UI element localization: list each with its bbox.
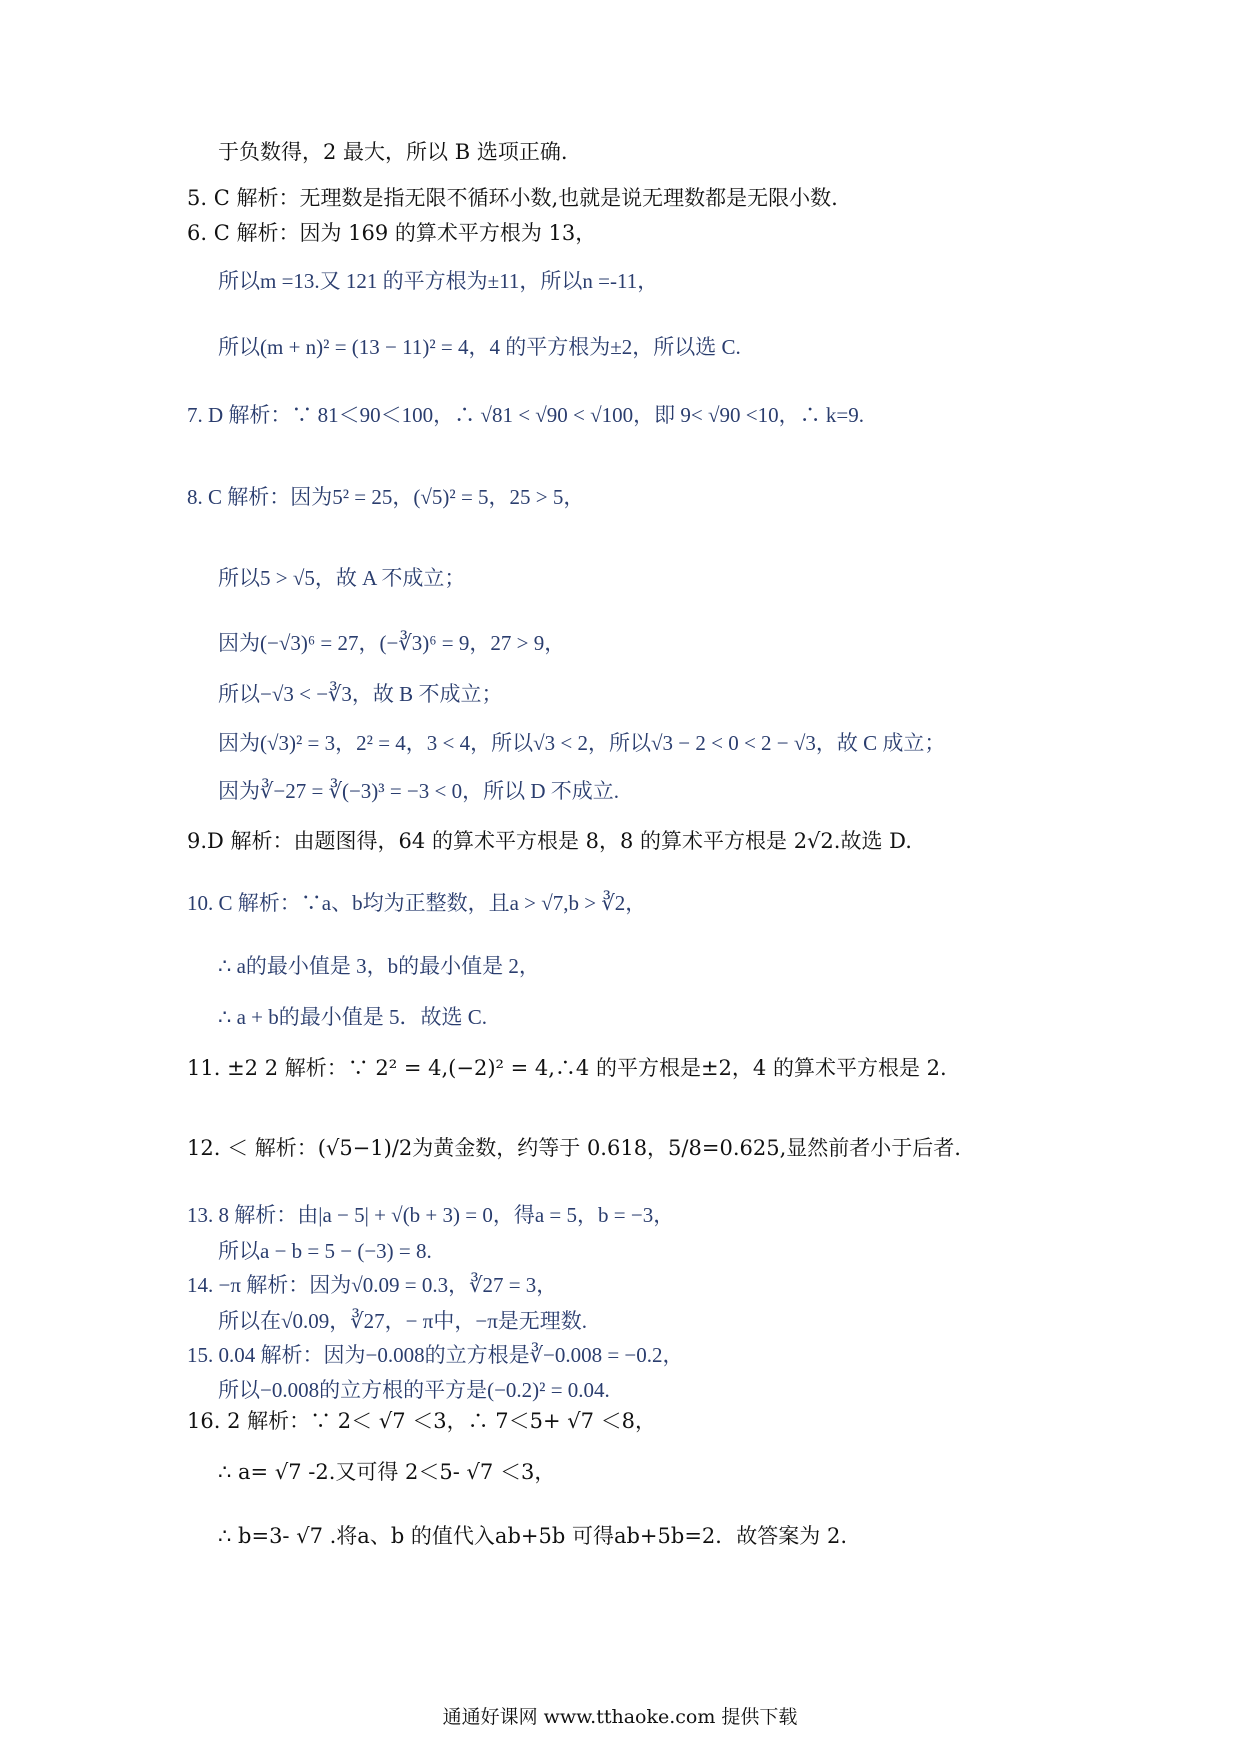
answer-13: 13. 8 解析：由|a − 5| + √(b + 3) = 0，得a = 5，b = −3， [187, 1203, 675, 1227]
answer-15: 15. 0.04 解析：因为−0.008的立方根是∛−0.008 = −0.2， [187, 1343, 684, 1367]
answer-6: 6. C 解析：因为 169 的算术平方根为 13， [187, 221, 597, 245]
answer-10: 10. C 解析：∵a、b均为正整数，且a > √7,b > ∛2， [187, 891, 647, 915]
answer-8-line-6: 因为∛−27 = ∛(−3)³ = −3 < 0，所以 D 不成立. [218, 779, 620, 803]
answer-16: 16. 2 解析：∵ 2＜ √7 ＜3，∴ 7＜5+ √7 ＜8， [187, 1409, 657, 1433]
answer-5: 5. C 解析：无理数是指无限不循环小数,也就是说无理数都是无限小数. [187, 186, 838, 210]
answer-10-line-2: ∴ a的最小值是 3，b的最小值是 2， [218, 954, 540, 978]
answer-12: 12. ＜ 解析：(√5−1)/2为黄金数，约等于 0.618，5/8=0.625,显然前者小于后者. [187, 1136, 961, 1160]
answer-6-line-3: 所以(m + n)² = (13 − 11)² = 4，4 的平方根为±2，所以选 C. [218, 335, 741, 359]
answer-15-line-2: 所以−0.008的立方根的平方是(−0.2)² = 0.04. [218, 1378, 610, 1402]
answer-9: 9.D 解析：由题图得，64 的算术平方根是 8，8 的算术平方根是 2√2.故选 D. [187, 829, 912, 853]
answer-7: 7. D 解析：∵ 81＜90＜100，∴ √81 < √90 < √100，即 9< √90 <10，∴ k=9. [187, 403, 864, 427]
answer-10-line-3: ∴ a + b的最小值是 5．故选 C. [218, 1005, 488, 1029]
answer-11: 11. ±2 2 解析：∵ 2² = 4,(−2)² = 4,∴4 的平方根是±2，4 的算术平方根是 2. [187, 1056, 947, 1080]
answer-6-line-2: 所以m =13.又 121 的平方根为±11，所以n =-11， [218, 269, 659, 293]
text-line-1: 于负数得，2 最大，所以 B 选项正确. [218, 140, 568, 164]
answer-16-line-2: ∴ a= √7 -2.又可得 2＜5- √7 ＜3， [218, 1460, 556, 1484]
answer-8-line-2: 所以5 > √5，故 A 不成立； [218, 566, 466, 590]
answer-8-line-5: 因为(√3)² = 3，2² = 4，3 < 4，所以√3 < 2，所以√3 − 2 < 0 < 2 − √3，故 C 成立； [218, 731, 946, 755]
answer-8-line-3: 因为(−√3)⁶ = 27，(−∛3)⁶ = 9，27 > 9， [218, 631, 566, 655]
answer-14-line-2: 所以在√0.09，∛27，− π中，−π是无理数. [218, 1309, 588, 1333]
answer-8-line-4: 所以−√3 < −∛3，故 B 不成立； [218, 682, 503, 706]
answer-14: 14. −π 解析：因为√0.09 = 0.3，∛27 = 3， [187, 1273, 558, 1297]
answer-8: 8. C 解析：因为5² = 25，(√5)² = 5，25 > 5， [187, 485, 585, 509]
answer-16-line-3: ∴ b=3- √7 .将a、b 的值代入ab+5b 可得ab+5b=2．故答案为 2. [218, 1524, 848, 1548]
answer-13-line-2: 所以a − b = 5 − (−3) = 8. [218, 1239, 432, 1263]
page-footer: 通通好课网 www.tthaoke.com 提供下载 [442, 1706, 798, 1728]
